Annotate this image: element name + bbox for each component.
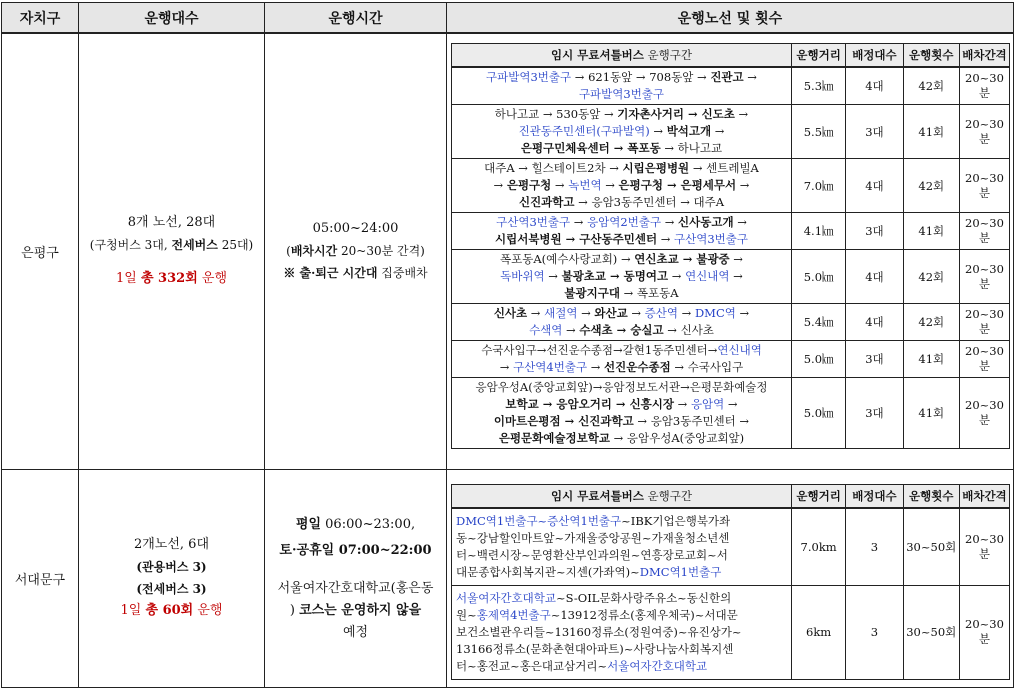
route-segment: → (544, 269, 562, 283)
route-segment: 불광지구대 (564, 286, 620, 300)
eunpyeong-routes-cell (447, 33, 1014, 469)
route-segment: 하나고교 → 530동앞 → (494, 107, 618, 121)
header-vehicles: 운행대수 (79, 3, 265, 34)
route-interval: 20~30분 (959, 508, 1009, 586)
trips-header: 운행횟수 (903, 44, 959, 68)
route-row (452, 213, 1010, 250)
route-trips: 42회 (903, 159, 959, 213)
route-segment: → (577, 306, 595, 320)
route-segment: DMC역1번출구~증산역1번출구 (456, 513, 622, 528)
route-line (455, 305, 788, 322)
route-line (455, 140, 788, 157)
route-line (455, 160, 788, 177)
route-description (452, 250, 792, 304)
route-buses: 4대 (846, 159, 903, 213)
route-distance: 5.3㎞ (792, 67, 846, 105)
eunpyeong-vehicles-line1: 8개 노선, 28대 (127, 215, 216, 231)
route-line (456, 624, 787, 641)
route-line (455, 214, 788, 231)
eunpyeong-row (2, 33, 1014, 469)
route-segment: 은평구청 (506, 178, 552, 192)
route-segment: 연신내역 (717, 343, 762, 357)
route-description (452, 105, 792, 159)
seodaemun-hours (265, 469, 447, 687)
route-segment: 녹번역 (568, 178, 602, 192)
seodaemun-hours-weekday: 평일 06:00~23:00, (295, 517, 416, 532)
route-segment: 독바위역 (500, 269, 545, 283)
route-segment: → (736, 178, 750, 192)
seodaemun-vehicles-line1: 2개노선, 6대 (133, 537, 210, 552)
route-segment: → (734, 107, 749, 121)
route-segment: 응암우성A(중앙교회앞)→응암정보도서관→은평문화예술정 (475, 380, 768, 394)
eunpyeong-route-header (452, 44, 1010, 68)
route-interval: 20~30분 (959, 213, 1009, 250)
route-segment: → (735, 306, 750, 320)
eunpyeong-hours-line1: 05:00~24:00 (312, 221, 399, 237)
route-line (455, 177, 788, 194)
route-line (455, 86, 788, 103)
route-segment: 구산역4번출구 (513, 360, 588, 374)
seodaemun-vehicles-line2: (관용버스 3) (136, 560, 207, 574)
route-segment: 구파발역3번출구 (486, 70, 572, 84)
eunpyeong-route-table (451, 43, 1010, 449)
route-segment: 은평구민체육센터 → 폭포동 (520, 141, 661, 155)
route-segment: 구파발역3번출구 (578, 87, 665, 101)
route-segment: 새절역 (544, 306, 578, 320)
route-segment: DMC역 (694, 306, 736, 320)
route-distance: 4.1㎞ (792, 213, 846, 250)
distance-header: 운행거리 (792, 44, 846, 68)
route-segment: → 센트레빌A (689, 161, 759, 175)
route-distance: 5.0㎞ (792, 250, 846, 304)
seodaemun-hours-weekend: 토·공휴일 07:00~22:00 (279, 543, 432, 558)
route-line (456, 530, 787, 547)
route-segment: → 신사초 (663, 323, 714, 337)
route-interval: 20~30분 (959, 585, 1009, 679)
route-segment: ~S-OIL문화사랑주유소~동신한의 (555, 590, 732, 605)
route-segment: → 응암우성A(중앙교회앞) (609, 431, 745, 445)
route-segment: 폭포동A(예수사랑교회) → (500, 252, 635, 266)
route-line (455, 69, 788, 86)
route-segment: 진관고 (710, 70, 744, 84)
route-interval: 20~30분 (959, 341, 1009, 378)
route-segment: 보학교 → 응암오거리 → 신흥시장 (505, 397, 674, 411)
route-buses: 3대 (846, 341, 903, 378)
route-segment: 수국사입구→선진운수종점→갈현1동주민센터→ (481, 343, 718, 357)
route-interval: 20~30분 (959, 105, 1009, 159)
route-trips: 42회 (903, 67, 959, 105)
route-distance: 6km (792, 585, 846, 679)
seodaemun-route-table (451, 484, 1010, 680)
seodaemun-total: 1일 총 60회 운행 (120, 603, 223, 618)
route-segment: 선진운수종점 (604, 360, 671, 374)
route-segment: 13166정류소(문화촌현대아파트)~사랑나눔사회복지센 (456, 641, 734, 656)
route-segment: 기자촌사거리 → 신도초 (617, 107, 735, 121)
seodaemun-note-line2: ) 코스는 운영하지 않을 (289, 603, 422, 618)
route-segment: 구산역3번출구 (496, 215, 571, 229)
route-segment: 신진과학고 (518, 195, 575, 209)
route-description (452, 585, 792, 679)
route-line (455, 231, 788, 248)
route-line (456, 513, 787, 530)
route-line (455, 342, 788, 359)
route-segment: → (711, 124, 725, 138)
route-buses: 3대 (846, 378, 903, 449)
route-segment: 은평문화예술정보학교 (498, 431, 610, 445)
route-buses: 3대 (846, 105, 903, 159)
route-segment: → (493, 178, 507, 192)
route-buses: 4대 (846, 67, 903, 105)
route-segment: 은평구청 → 은평세무서 (618, 178, 737, 192)
header-row (2, 3, 1014, 34)
trips-header: 운행횟수 (903, 484, 959, 508)
route-segment: → (743, 70, 757, 84)
route-distance: 5.0㎞ (792, 341, 846, 378)
route-buses: 3대 (846, 213, 903, 250)
route-segment: 대주A → 힐스테이트2차 → (484, 161, 623, 175)
route-row (452, 159, 1010, 213)
route-interval: 20~30분 (959, 159, 1009, 213)
route-line (455, 285, 788, 302)
route-line (455, 379, 788, 396)
route-segment: 진관동주민센터(구파발역) (518, 124, 650, 138)
route-buses: 3 (846, 508, 903, 586)
route-segment: → (527, 306, 545, 320)
seodaemun-vehicles-line3: (전세버스 3) (136, 582, 207, 596)
seodaemun-row (2, 469, 1014, 687)
route-segment: → (724, 397, 738, 411)
route-line (456, 607, 787, 624)
route-segment: 응암역 (690, 397, 725, 411)
route-row (452, 304, 1010, 341)
route-description (452, 67, 792, 105)
seodaemun-district: 서대문구 (2, 469, 79, 687)
route-description (452, 159, 792, 213)
seodaemun-routes-cell (447, 469, 1014, 687)
route-description (452, 341, 792, 378)
eunpyeong-total: 1일 총 332회 운행 (116, 271, 227, 287)
route-segment: 신사동고개 (678, 215, 734, 229)
route-row (452, 105, 1010, 159)
route-segment: 터~홍전교~홍은대교삼거리~ (456, 658, 608, 673)
route-segment: 박석고개 (666, 124, 712, 138)
route-segment: → (551, 178, 569, 192)
route-segment: → (668, 269, 686, 283)
route-segment: → (649, 124, 667, 138)
seodaemun-note-line1: 서울여자간호대학교(홍은동 (277, 581, 434, 596)
route-distance: 5.5㎞ (792, 105, 846, 159)
header-routes: 운행노선 및 횟수 (447, 3, 1014, 34)
route-line (455, 251, 788, 268)
route-line (455, 194, 788, 211)
route-row (452, 250, 1010, 304)
route-row (452, 585, 1010, 679)
route-line (455, 123, 788, 140)
route-trips: 42회 (903, 250, 959, 304)
route-line (455, 396, 788, 413)
route-line (456, 564, 787, 581)
route-segment: → 폭포동A (619, 286, 679, 300)
route-line (455, 359, 788, 376)
route-interval: 20~30분 (959, 378, 1009, 449)
route-segment: → (627, 306, 645, 320)
route-segment: → (678, 306, 695, 320)
route-segment: 불광초교 → 동명여고 (561, 269, 669, 283)
route-segment: 서울여자간호대학교 (456, 590, 556, 605)
header-district: 자치구 (2, 3, 79, 34)
route-segment: → (729, 269, 743, 283)
eunpyeong-hours-line3: ※ 출·퇴근 시간대 집중배차 (283, 266, 428, 281)
route-interval: 20~30분 (959, 250, 1009, 304)
route-segment: 증산역 (644, 306, 678, 320)
route-line (456, 641, 787, 658)
route-segment: 수색초 → 숭실고 (579, 323, 664, 337)
eunpyeong-vehicles-line2: (구청버스 3대, 전세버스 25대) (89, 238, 254, 253)
route-description (452, 378, 792, 449)
route-line (456, 590, 787, 607)
route-interval: 20~30분 (959, 304, 1009, 341)
route-segment: 구산역3번출구 (674, 232, 748, 246)
route-line (455, 268, 788, 285)
buses-header: 배정대수 (846, 44, 903, 68)
route-trips: 30~50회 (903, 508, 959, 586)
route-segment: 동~강남할인마트앞~가재울중앙공원~가재울청소년센 (456, 530, 730, 545)
route-description (452, 508, 792, 586)
route-buses: 3 (846, 585, 903, 679)
eunpyeong-hours (265, 33, 447, 469)
route-segment: 터~백련시장~문영환산부인과의원~연흥장로교회~서 (456, 547, 728, 562)
route-segment: → (661, 215, 679, 229)
route-description (452, 213, 792, 250)
route-segment: 시립은평병원 (622, 161, 690, 175)
route-trips: 30~50회 (903, 585, 959, 679)
route-section-header: 임시 무료셔틀버스 운행구간 (452, 484, 792, 508)
route-segment: → (499, 360, 514, 374)
header-hours: 운행시간 (265, 3, 447, 34)
route-line (455, 430, 788, 447)
route-segment: 시립서북병원 → 구산동주민센터 (495, 232, 658, 246)
route-trips: 42회 (903, 304, 959, 341)
distance-header: 운행거리 (792, 484, 846, 508)
route-segment: → 하나고교 (660, 141, 723, 155)
route-segment: → (657, 232, 675, 246)
route-segment: 응암역2번출구 (587, 215, 662, 229)
seodaemun-route-header (452, 484, 1010, 508)
route-line (456, 658, 787, 675)
route-line (455, 413, 788, 430)
route-segment: → (562, 323, 580, 337)
route-segment: 수색역 (529, 323, 563, 337)
route-segment: → (587, 360, 605, 374)
route-segment: 서울여자간호대학교 (607, 658, 708, 673)
eunpyeong-district: 은평구 (2, 33, 79, 469)
route-buses: 4대 (846, 250, 903, 304)
route-line (455, 106, 788, 123)
route-segment: 와산교 (594, 306, 628, 320)
route-row (452, 67, 1010, 105)
route-row (452, 508, 1010, 586)
route-segment: 신사초 (493, 306, 528, 320)
interval-header: 배차간격 (959, 44, 1009, 68)
route-segment: 대문종합사회복지관~지센(가좌역)~ (456, 564, 640, 579)
route-trips: 41회 (903, 378, 959, 449)
route-segment: 연신초교 → 불광중 (634, 252, 730, 266)
route-distance: 7.0km (792, 508, 846, 586)
route-segment: → (570, 215, 588, 229)
route-segment: → (729, 252, 743, 266)
route-segment: → (601, 178, 619, 192)
shuttle-bus-table (1, 2, 1014, 688)
route-section-header: 임시 무료셔틀버스 운행구간 (452, 44, 792, 68)
route-segment: 홍제역4번출구 (476, 607, 551, 622)
route-segment: → 621동앞 → 708동앞 → (571, 70, 711, 84)
buses-header: 배정대수 (846, 484, 903, 508)
route-line (455, 322, 788, 339)
route-segment: → 응암3동주민센터 → 대주A (574, 195, 725, 209)
route-row (452, 378, 1010, 449)
seodaemun-note-line3: 예정 (342, 625, 369, 640)
seodaemun-vehicles (79, 469, 265, 687)
route-distance: 5.4㎞ (792, 304, 846, 341)
route-trips: 41회 (903, 105, 959, 159)
route-segment: DMC역1번출구 (639, 564, 722, 579)
route-segment: → 응암3동주민센터 → (633, 414, 750, 428)
interval-header: 배차간격 (959, 484, 1009, 508)
route-segment: ~13912정류소(홍제우체국)~서대문 (550, 607, 738, 622)
route-segment: 보건소별관우리들~13160정류소(정원여중)~유진상가~ (456, 624, 742, 639)
route-segment: 연신내역 (685, 269, 730, 283)
route-description (452, 304, 792, 341)
route-trips: 41회 (903, 341, 959, 378)
route-distance: 5.0㎞ (792, 378, 846, 449)
route-trips: 41회 (903, 213, 959, 250)
route-interval: 20~30분 (959, 67, 1009, 105)
route-segment: ~IBK기업은행북가좌 (621, 513, 731, 528)
route-segment: → 수국사입구 (670, 360, 744, 374)
route-buses: 4대 (846, 304, 903, 341)
route-segment: 원~ (456, 607, 477, 622)
eunpyeong-hours-line2: (배차시간 20~30분 간격) (286, 244, 425, 259)
eunpyeong-vehicles (79, 33, 265, 469)
route-segment: 이마트은평점 → 신진과학고 (493, 414, 634, 428)
route-distance: 7.0㎞ (792, 159, 846, 213)
route-segment: → (733, 215, 747, 229)
route-row (452, 341, 1010, 378)
route-segment: → (674, 397, 691, 411)
route-line (456, 547, 787, 564)
